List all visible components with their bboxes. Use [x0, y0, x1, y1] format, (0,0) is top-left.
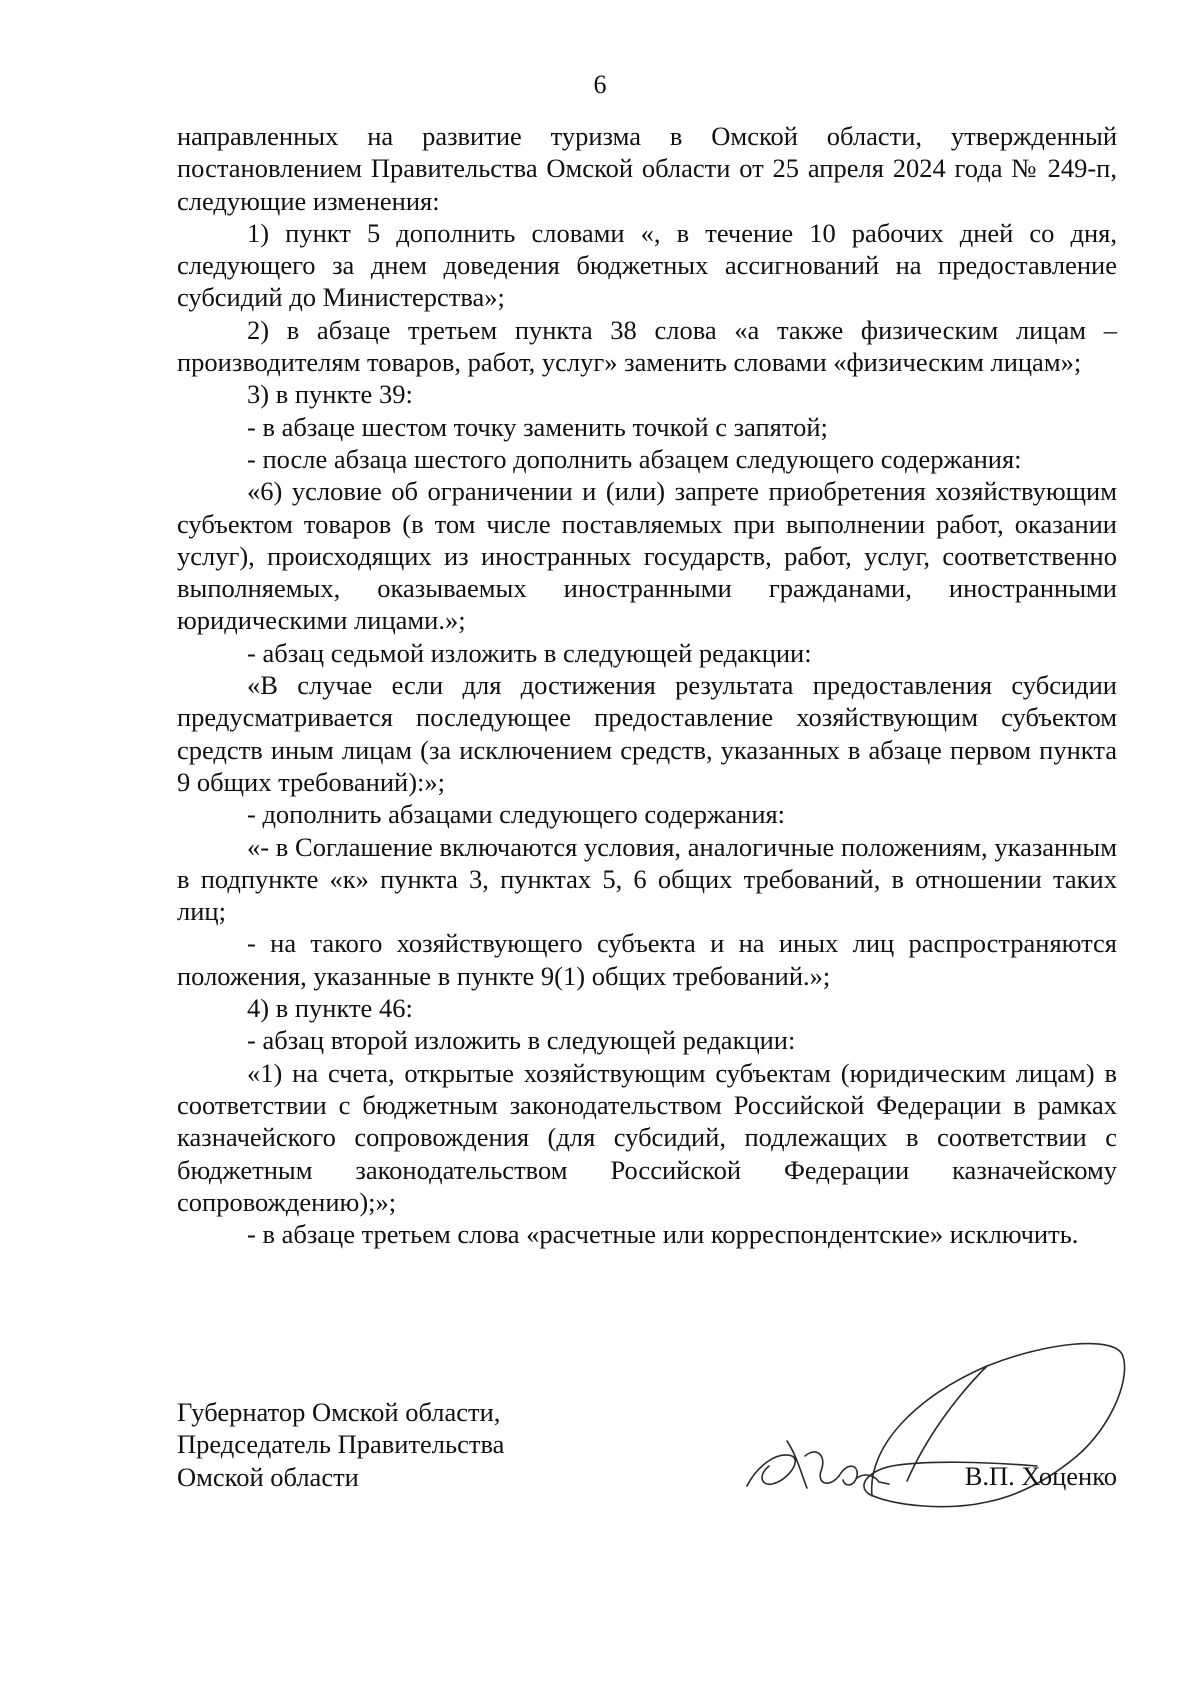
- signatory-title-line: Омской области: [177, 1461, 359, 1492]
- document-body: [177, 120, 1117, 1250]
- paragraph: «В случае если для достижения результата предоставления субсидии предусматривается последующее предоставление хозяйствующим субъектом средств иным лицам (за исключением средств, указанных в абзаце первом пункта 9 общих требований):»;: [177, 670, 1117, 797]
- paragraph: - в абзаце шестом точку заменить точкой с запятой;: [247, 411, 828, 442]
- page-number: 6: [593, 70, 607, 99]
- paragraph: направленных на развитие туризма в Омской области, утвержденный постановлением Правительства Омской области от 25 апреля 2024 года № 249-п, следующие изменения:: [177, 121, 1117, 216]
- paragraph: - абзац седьмой изложить в следующей редакции:: [247, 637, 812, 668]
- paragraph: «- в Соглашение включаются условия, аналогичные положениям, указанным в подпункте «к» пункта 3, пунктах 5, 6 общих требований, в отношении таких лиц;: [177, 831, 1117, 927]
- paragraph: - на такого хозяйствующего субъекта и на иных лиц распространяются положения, указанные в пункте 9(1) общих требований.»;: [177, 928, 1117, 991]
- signatory-title-line: Губернатор Омской области,: [177, 1397, 501, 1427]
- signature-block: [177, 1396, 1117, 1546]
- signatory-name: В.П. Хоценко: [964, 1461, 1117, 1491]
- paragraph: - после абзаца шестого дополнить абзацем следующего содержания:: [247, 443, 1022, 474]
- paragraph: «6) условие об ограничении и (или) запрете приобретения хозяйствующим субъектом товаров (в том числе поставляемых при выполнении работ, оказании услуг), происходящих из иностранных государств, работ, услуг, соответственно выполняемых, оказываемых иностранными гражданами, иностранными юридическими лицами.»;: [177, 476, 1117, 636]
- paragraph: «1) на счета, открытые хозяйствующим субъектам (юридическим лицам) в соответствии с бюджетным законодательством Российской Федерации в рамках казначейского сопровождения (для субсидий, подлежащих в соответствии с бюджетным законодательством Российской Федерации казначейскому сопровождению);»;: [177, 1057, 1117, 1217]
- paragraph: 3) в пункте 39:: [247, 379, 413, 410]
- handwritten-signature: [717, 1306, 1137, 1546]
- paragraph: 2) в абзаце третьем пункта 38 слова «а также физическим лицам – производителям товаров, работ, услуг» заменить словами «физическим лицам»;: [177, 314, 1117, 378]
- paragraph: - абзац второй изложить в следующей редакции:: [247, 1025, 796, 1056]
- paragraph: - в абзаце третьем слова «расчетные или корреспондентские» исключить.: [247, 1219, 1079, 1250]
- paragraph: 4) в пункте 46:: [247, 993, 413, 1024]
- signatory-title-line: Председатель Правительства: [177, 1429, 505, 1460]
- signatory-title: [177, 1396, 504, 1493]
- paragraph: - дополнить абзацами следующего содержания:: [247, 799, 786, 830]
- paragraph: 1) пункт 5 дополнить словами «, в течение 10 рабочих дней со дня, следующего за днем доведения бюджетных ассигнований на предоставление субсидий до Министерства»;: [177, 217, 1117, 313]
